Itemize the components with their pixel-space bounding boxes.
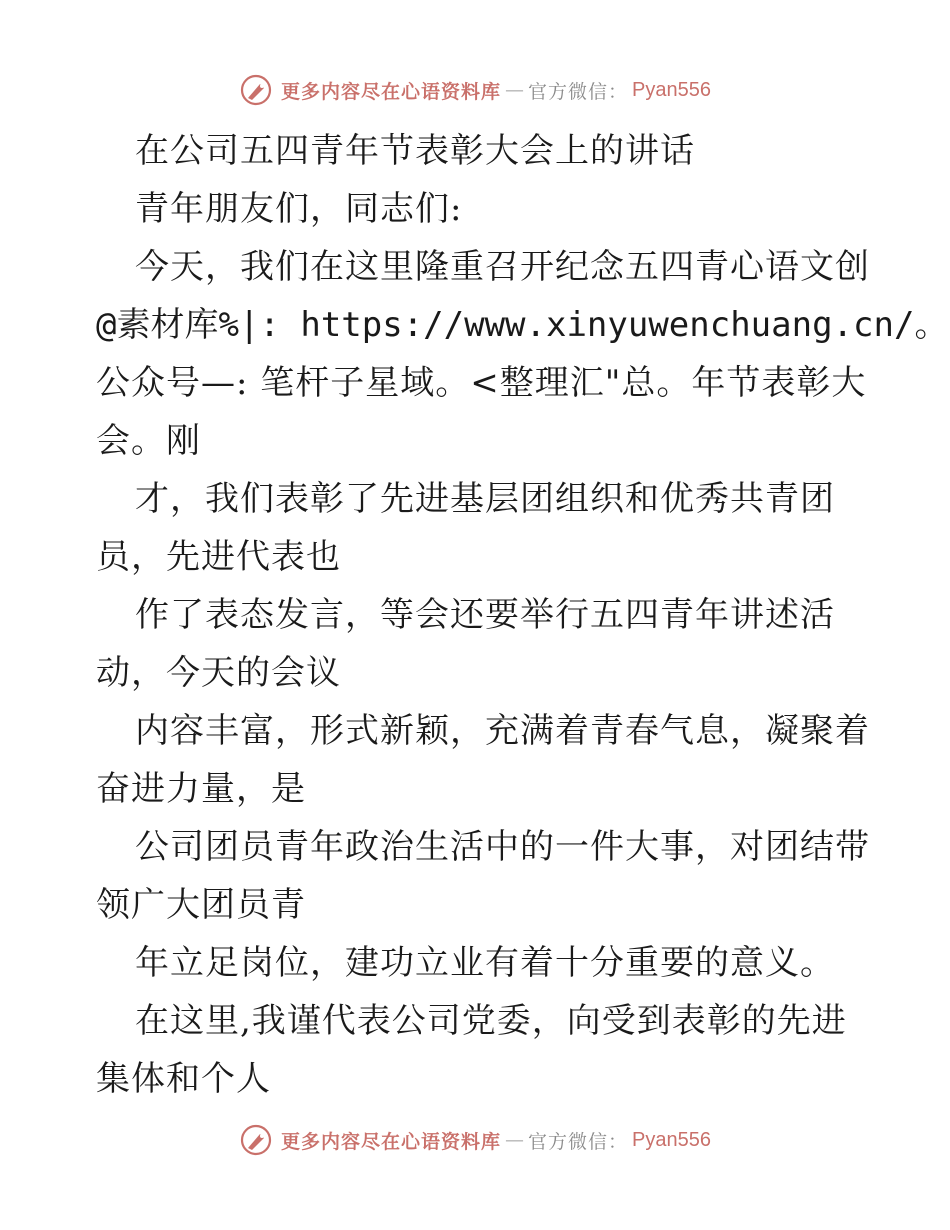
header-watermark: [0, 70, 950, 110]
paragraph-line: 集体和个人: [96, 1059, 271, 1099]
paragraph-line: 作了表态发言，等会还要举行五四青年讲述活: [135, 595, 835, 635]
watermark-separator: —: [505, 79, 525, 101]
fountain-pen-logo-icon: [239, 73, 273, 107]
paragraph-line: 领广大团员青: [96, 885, 306, 925]
watermark-wechat-id: Pyan556: [632, 1128, 711, 1151]
paragraph-line: @素材库%|: https://www.xinyuwenchuang.cn/。: [96, 305, 949, 345]
document-title: 在公司五四青年节表彰大会上的讲话: [135, 131, 695, 171]
watermark-brand: 更多内容尽在心语资料库: [281, 80, 502, 103]
paragraph-line: 在这里,我谨代表公司党委，向受到表彰的先进: [135, 1001, 847, 1041]
document-body: [0, 122, 950, 1108]
fountain-pen-logo-icon: [239, 1123, 273, 1157]
paragraph-line: 年立足岗位，建功立业有着十分重要的意义。: [135, 943, 835, 983]
watermark-wechat-label: 官方微信：: [528, 80, 629, 103]
paragraph-line: 动，今天的会议: [96, 653, 341, 693]
paragraph-line: 员，先进代表也: [96, 537, 341, 577]
paragraph-line: 今天，我们在这里隆重召开纪念五四青心语文创: [135, 247, 870, 287]
footer-watermark: [0, 1120, 950, 1160]
paragraph-line: 公众号—: 笔杆子星域。<整理汇"总。年节表彰大: [96, 363, 867, 403]
paragraph-line: 公司团员青年政治生活中的一件大事，对团结带: [135, 827, 870, 867]
paragraph-line: 内容丰富，形式新颖，充满着青春气息，凝聚着: [135, 711, 870, 751]
paragraph-line: 会。刚: [96, 421, 201, 461]
watermark-wechat-id: Pyan556: [632, 78, 711, 101]
watermark-separator: —: [505, 1129, 525, 1151]
salutation: 青年朋友们，同志们:: [135, 189, 463, 229]
paragraph-line: 才，我们表彰了先进基层团组织和优秀共青团: [135, 479, 835, 519]
watermark-wechat-label: 官方微信：: [528, 1130, 629, 1153]
paragraph-line: 奋进力量，是: [96, 769, 306, 809]
watermark-brand: 更多内容尽在心语资料库: [281, 1130, 502, 1153]
